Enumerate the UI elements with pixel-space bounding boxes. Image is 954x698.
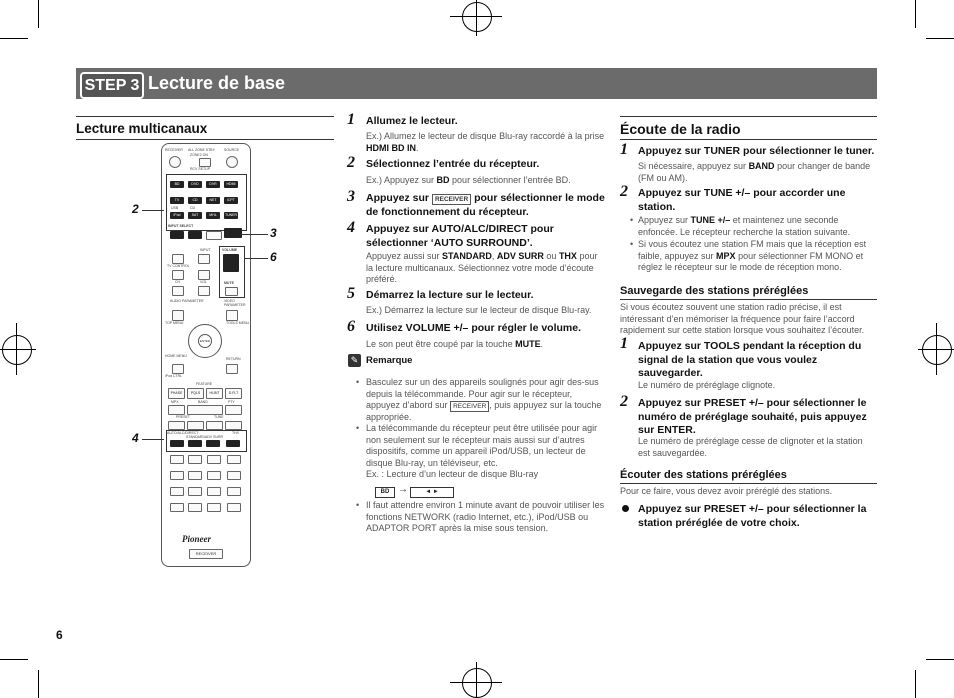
light-button[interactable] [227,503,241,512]
step-number: 1 [347,111,355,128]
number-button[interactable] [170,487,184,496]
receiver-key-icon: RECEIVER [450,401,489,412]
crop-mark [0,659,28,660]
clr-button[interactable] [227,487,241,496]
step-title: Démarrez la lecture sur le lecteur. [366,289,534,301]
preset-down-button[interactable] [168,421,185,430]
registration-mark [462,2,492,32]
play-keys-icon: ◄ ► [410,487,454,498]
step-title: Appuyez sur TUNE +/– pour accorder une station. [638,187,846,213]
step-number: 1 [620,141,628,158]
step-body: Ex.) Appuyez sur BD pour sélectionner l’entrée BD. [366,175,571,185]
number-button[interactable] [188,471,202,480]
step-body: Ex.) Allumez le lecteur de disque Blu-ray raccordé à la prise HDMI BD IN. [366,131,605,153]
icpt-button[interactable]: iCPT [224,197,238,204]
callout-4: 4 [132,431,139,445]
crop-mark [926,38,954,39]
bd-button[interactable]: BD [170,181,184,188]
receiver-key-icon: RECEIVER [432,194,471,205]
number-button[interactable] [207,471,221,480]
step-title: Appuyez sur TOOLS pendant la réception du signal de la station que vous voulez sauvegarder. [638,340,862,379]
number-button[interactable] [188,503,202,512]
number-button[interactable] [170,471,184,480]
number-button[interactable] [170,503,184,512]
dvd-button[interactable]: DVD [188,181,202,188]
note-icon: ✎ [348,354,361,367]
step-number: 6 [347,318,355,335]
cd-button[interactable]: CD [188,197,202,204]
step-title: Appuyez sur AUTO/ALC/DIRECT pour sélectionner ‘AUTO SURROUND’. [366,223,554,249]
step-number: 2 [620,393,628,410]
volume-rocker[interactable] [223,254,239,272]
step-number: 5 [347,285,355,302]
tune-down-button[interactable] [206,421,223,430]
sat-button[interactable]: SAT [188,212,202,219]
crop-mark [915,0,916,28]
step-title: Sélectionnez l’entrée du récepteur. [366,158,540,170]
step-title: Appuyez sur TUNER pour sélectionner le tuner. [638,145,875,157]
registration-mark [922,335,952,365]
step-body: Ex.) Démarrez la lecture sur le lecteur de disque Blu-ray. [366,305,592,315]
hi-bit-button[interactable]: HI-BIT [206,388,223,399]
pioneer-logo: Pioneer [182,534,211,544]
number-button[interactable] [207,487,221,496]
number-button[interactable] [170,455,184,464]
source-power-button[interactable] [226,156,238,168]
tv-vol-up-button[interactable] [198,270,210,280]
stop-button[interactable] [225,405,242,415]
radio-bullet-2: Si vous écoutez une station FM mais que la réception est faible, appuyez sur MPX pour sélectionner FM MONO et réglez le récepteur sur le mode de réception mono. [638,239,867,272]
receiver-power-button[interactable] [169,156,181,168]
remarque-heading: Remarque [366,355,413,366]
mhl-button[interactable]: MHL [206,212,220,219]
preset-up-button[interactable] [187,421,204,430]
remote-control: RECEIVER ALL ZONE STBY SOURCE ZONE2 ON RCV SETUP BD DVD DVR HDMI TV CD NET iCPT USB CD iPod SAT MHL TUNER INPUT SELECT INPUT TV CONTROL CH VOL VOLUME MUTE AUDIO PARAMETER VIDEO PARAMETER TOP MENU TOOLS MENU ENTER HOME MENU RETURN iPod CTRL FEATURE PHASE PQLS HI-BIT D.FLT MPX BAND PTY PRESET TUNE AUTO/ALC/DIRECT STANDARD ADV SURR THX Pioneer RECEIVER [161,143,251,567]
save-intro: Si vous écoutez souvent une station radio précise, il est intéressant d’en mémoriser la fréquence pour faire l’accord rapidement sur cette station lorsque vous souhaitez l’écouter. [620,302,865,335]
thx-button[interactable] [226,440,240,447]
step-number: 2 [620,183,628,200]
dvr-button[interactable]: DVR [206,181,220,188]
note-2: La télécommande du récepteur peut être utilisée pour agir non seulement sur le récepteur mais aussi sur d’autres dispositifs, comme un appareil iPod/USB, un lecteur de disque Blu-ray, un téléviseur, etc. Ex. : Lecture d’un lecteur de disque Blu-ray [366,423,598,479]
tv-power-button[interactable] [172,254,184,264]
input-select-left-button[interactable] [170,231,184,239]
step-number: 3 [347,188,355,205]
tv-ch-up-button[interactable] [172,270,184,280]
step-title: Utilisez VOLUME +/– pour régler le volume. [366,322,582,334]
listen-step: Appuyez sur PRESET +/– pour sélectionner la station préréglée de votre choix. [638,503,867,529]
number-button[interactable] [188,455,202,464]
receiver-mode-button[interactable] [224,228,242,238]
return-button[interactable] [226,364,238,374]
tv-input-button[interactable] [198,254,210,264]
ipod-button[interactable]: iPod [170,212,184,219]
net-button[interactable]: NET [206,197,220,204]
crop-mark [915,670,916,698]
disp-button[interactable] [227,455,241,464]
arrow-right-icon: → [398,484,408,495]
crop-mark [38,0,39,28]
step-body: Le numéro de préréglage clignote. [638,380,776,390]
mpx-button[interactable] [168,405,185,415]
bullet-dot-icon [622,505,629,512]
step-number: 1 [620,335,628,352]
tuner-button[interactable]: TUNER [224,213,238,217]
pqls-button[interactable]: PQLS [187,388,204,399]
crop-mark [38,670,39,698]
input-select-right-button[interactable] [188,231,202,239]
callout-2: 2 [132,202,139,216]
play-button[interactable] [187,405,223,415]
input-select-button[interactable] [206,231,222,240]
phase-button[interactable]: PHASE [168,388,185,399]
video-parameter-button[interactable] [226,310,238,321]
number-button[interactable] [188,487,202,496]
step-title: Appuyez sur RECEIVER pour sélectionner le mode de fonctionnement du récepteur. [366,192,605,218]
step-number: 2 [347,154,355,171]
step-body: Le son peut être coupé par la touche MUTE. [366,339,544,349]
page-number: 6 [56,628,63,642]
callout-3: 3 [270,226,277,240]
page-title: Lecture de base [148,73,286,93]
step-body: Le numéro de préréglage cesse de clignoter et la station est sauvegardée. [638,436,863,458]
crop-mark [926,659,954,660]
number-button[interactable] [207,455,221,464]
d-flt-button[interactable]: D.FLT [225,388,242,399]
tv-button[interactable]: TV [170,197,184,204]
mute-button[interactable] [225,287,238,296]
step-body: Si nécessaire, appuyez sur BAND pour changer de bande (FM ou AM). [638,161,871,183]
number-button[interactable] [207,503,221,512]
auto-alc-direct-button[interactable] [170,440,184,447]
save-stations-title: Sauvegarde des stations préréglées [620,285,809,297]
radio-bullet-1: Appuyez sur TUNE +/– et maintenez une seconde enfoncée. Le récepteur recherche la station suivante. [638,215,851,237]
callout-6: 6 [270,250,277,264]
section-title-radio: Écoute de la radio [620,121,741,137]
hdmi-button[interactable]: HDMI [224,181,238,188]
ch-button[interactable] [227,471,241,480]
adv-surr-button[interactable] [206,440,220,447]
note-1: Basculez sur un des appareils soulignés pour agir des-sus depuis la télécommande. Pour agir sur le récepteur, appuyez d’abord sur RECEIVER , puis appuyez sur la touche appropriée. [366,377,602,422]
step-badge: STEP 3 [80,72,144,99]
step-title: Allumez le lecteur. [366,115,458,127]
step-body: Appuyez aussi sur STANDARD, ADV SURR ou THX pour la lecture multicanaux. Sélectionnez votre mode d’écoute préféré. [366,251,598,284]
audio-parameter-button[interactable] [172,310,184,321]
bd-key-icon: BD [375,487,395,498]
home-menu-button[interactable] [172,364,184,374]
standard-button[interactable] [188,440,202,447]
step-number: 4 [347,219,355,236]
tune-up-button[interactable] [225,421,242,430]
listen-stations-title: Écouter des stations préréglées [620,469,787,481]
zone-button[interactable] [199,158,211,167]
section-title-multicanaux: Lecture multicanaux [76,121,208,136]
receiver-bottom-button[interactable]: RECEIVER [189,549,223,559]
crop-mark [0,38,28,39]
listen-intro: Pour ce faire, vous devez avoir préréglé des stations. [620,486,833,496]
registration-mark [2,335,32,365]
enter-button[interactable]: ENTER [198,334,212,348]
note-3: Il faut attendre environ 1 minute avant de pouvoir utiliser les fonctions NETWORK (radio Internet, etc.), iPod/USB ou ADAPTOR PORT après la mise sous tension. [366,500,605,533]
step-title: Appuyez sur PRESET +/– pour sélectionner le numéro de préréglage souhaité, puis appuyez sur ENTER. [638,397,867,436]
tv-vol-down-button[interactable] [198,286,210,296]
registration-mark [462,668,492,698]
tv-ch-down-button[interactable] [172,286,184,296]
